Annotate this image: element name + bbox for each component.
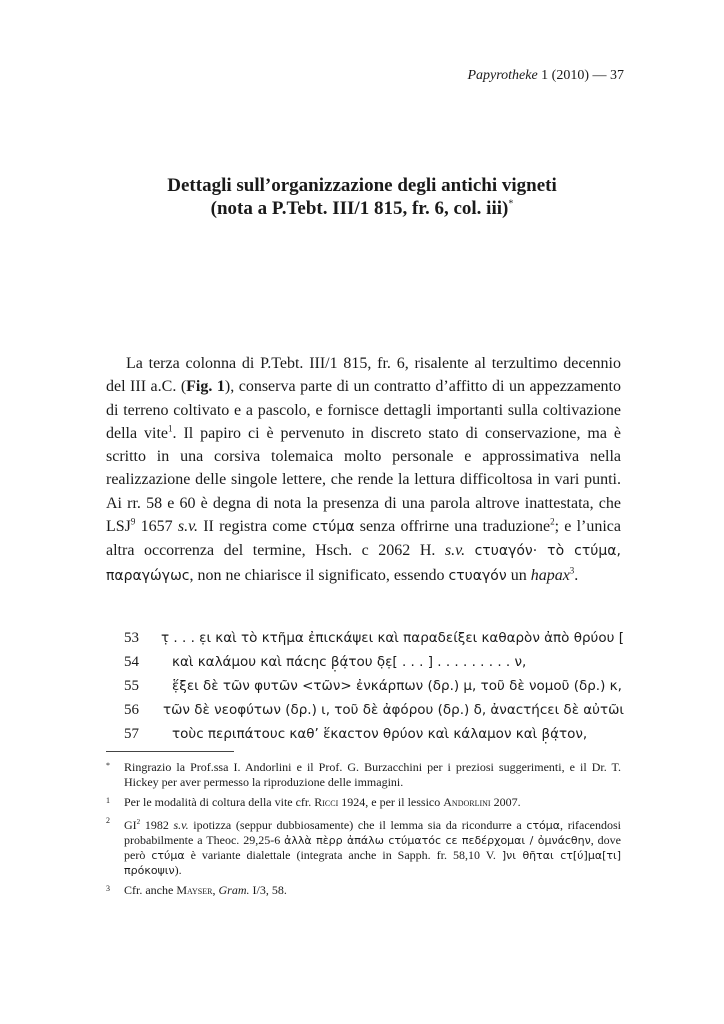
footnote-2	[106, 815, 621, 878]
footnote-ref-1[interactable]: 1	[168, 423, 173, 434]
footnote-ref-3[interactable]: 3	[569, 565, 575, 576]
footnote-text: Cfr. anche Mayser, Gram. I/3, 58.	[124, 883, 287, 897]
journal-name: Papyrotheke	[467, 68, 538, 83]
footnote-text: Ringrazio la Prof.ssa I. Andorlini e il Prof. G. Burzacchini per i preziosi suggerimenti, e il Dr. T. Hickey per aver permesso la riproduzione delle immagini.	[124, 760, 621, 789]
figure-reference[interactable]: Fig. 1	[186, 378, 225, 396]
footnote-star	[106, 760, 621, 790]
verse-line	[124, 698, 624, 722]
running-head	[467, 68, 624, 84]
footnote-mark: 3	[106, 884, 110, 893]
greek-gloss: ϲτυαγόν· τὸ ϲτύμα, παραγώγωϲ	[106, 543, 621, 584]
verse-line	[124, 650, 624, 674]
title-footnote-mark[interactable]: *	[508, 198, 514, 210]
footnote-ref-2[interactable]: 2	[550, 516, 555, 527]
footnote-3	[106, 883, 621, 898]
footnotes	[106, 760, 621, 903]
verse-line	[124, 722, 624, 746]
title-line-2-text: (nota a P.Tebt. III/1 815, fr. 6, col. iii)	[210, 198, 509, 219]
footnote-divider	[106, 751, 234, 752]
paragraph: La terza colonna di P.Tebt. III/1 815, fr. 6, risalente al terzultimo decennio del III a.C. (Fig. 1), conserva parte di un contratto d’affitto di un appezzamento di terreno coltivato e a pascolo, e fornisce dettagli importanti sulla coltivazione della vite$^1$. Il papiro ci è pervenuto in discreto stato di conservazione, ma è scritto in una corsiva tolemaica molto personale e approssimativa nella realizzazione delle singole lettere, che rende la lettura difficoltosa in vari punti. Ai rr. 58 e 60 è degna di nota la presenza di una parola altrove inattestata, che LSJ$^9$ 1657 s.v. II registra come ϲτύμα senza offrirne una traduzione$^2$; e l’unica altra occorrenza del termine, Hsch. c 2062 H. s.v. ϲτυαγόν· τὸ ϲτύμα, παραγώγωϲ, non ne chiarisce il significato, essendo ϲτυαγόν un hapax$^3$.	[106, 355, 622, 584]
line-number: 53	[124, 630, 139, 646]
hapax-word: hapax	[530, 566, 570, 584]
footnote-mark: 1	[106, 796, 110, 805]
lsj-edition-sup: 9	[130, 516, 136, 527]
verse-line	[124, 626, 624, 650]
footnote-text: Per le modalità di coltura della vite cfr. Ricci 1924, e per il lessico Andorlini 2007.	[124, 795, 521, 809]
title-line-1: Dettagli sull’organizzazione degli antichi vigneti	[167, 175, 557, 196]
greek-term: ϲτύμα	[312, 519, 355, 536]
line-number: 56	[124, 702, 139, 718]
verse-line	[124, 674, 624, 698]
verse-text: τῶν δὲ νεοφύτων (δρ.) ι, τοῦ δὲ ἀφόρου (δρ.) δ, ἀναϲτήϲει δὲ αὐτῶι	[163, 702, 624, 718]
line-number: 57	[124, 726, 139, 742]
greek-term: ϲτυαγόν	[448, 567, 507, 584]
verse-text: ἕ̣ξει δὲ τῶν φυτῶν <τῶν> ἐνκάρπων (δρ.) μ, τοῦ δὲ νομοῦ (δρ.) κ,	[172, 678, 622, 694]
line-number: 54	[124, 654, 139, 670]
body-text	[106, 352, 621, 588]
papyrus-transcription	[124, 626, 624, 746]
verse-text: τοὺϲ περιπάτουϲ καθ’ ἕκαϲτον θρύον καὶ κάλαμον καὶ β̣ά̣τον,	[172, 726, 588, 742]
verse-text: καὶ καλάμου καὶ πάϲηϲ β̣ά̣του δ̣ε̣[ . . . ] . . . . . . . . . ν,	[172, 654, 527, 670]
issue-page: 1 (2010) — 37	[537, 68, 624, 83]
line-number: 55	[124, 678, 139, 694]
footnote-mark: 2	[106, 816, 110, 825]
footnote-text: $GI^2$ 1982 s.v. ipotizza (seppur dubbiosamente) che il lemma sia da ricondurre a ϲτόμα, rifacendosi probabilmente a Theoc. 29,25-6 ἀλλὰ πὲρρ ἀπάλω ϲτύματόϲ ϲε πεδέρχομαι / ὀμνάϲθην, dove però ϲτύμα è variante dialettale (integrata anche in Sapph. fr. 58,10 V. ]νι θῆται ϲτ[ύ]μα[τι] πρόκοψιν).	[124, 818, 622, 877]
verse-text: τ̣ . . . ε̣ι καὶ τὸ κτῆμα ἐπιϲκάψει καὶ παραδείξει καθαρὸν ἀπὸ θρύου [	[160, 630, 624, 646]
title-line-2	[100, 197, 624, 220]
footnote-mark: *	[106, 761, 110, 770]
article-title	[100, 174, 624, 220]
footnote-1	[106, 795, 621, 810]
